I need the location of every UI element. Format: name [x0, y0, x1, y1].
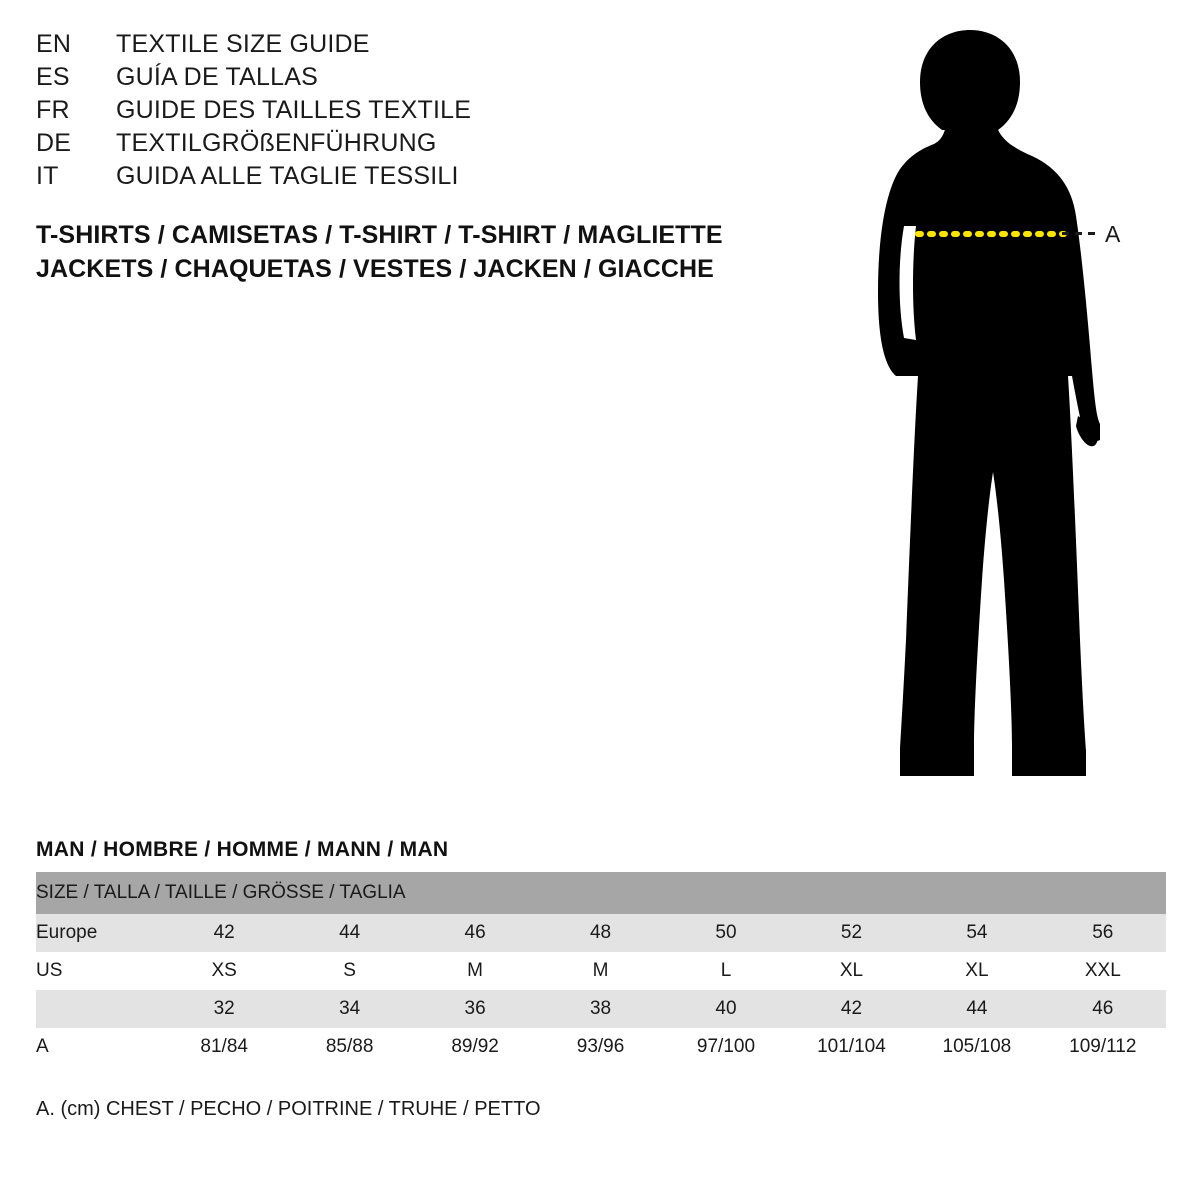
- cell: 38: [538, 990, 663, 1028]
- cell: 93/96: [538, 1028, 663, 1066]
- row-label: US: [36, 952, 161, 990]
- cell: 46: [1040, 990, 1166, 1028]
- language-code: FR: [36, 96, 70, 124]
- row-label: [36, 990, 161, 1028]
- measure-label-a: A: [1105, 221, 1121, 247]
- language-row: [36, 162, 756, 195]
- cell: 42: [161, 914, 286, 952]
- footnote-chest: A. (cm) CHEST / PECHO / POITRINE / TRUHE / PETTO: [36, 1098, 541, 1120]
- language-title: GUÍA DE TALLAS: [116, 63, 318, 91]
- row-label: A: [36, 1028, 161, 1066]
- cell: 40: [663, 990, 788, 1028]
- cell: 44: [287, 914, 412, 952]
- cell: M: [412, 952, 537, 990]
- cell: 44: [914, 990, 1039, 1028]
- table-row: [36, 914, 1166, 952]
- cell: XXL: [1040, 952, 1166, 990]
- cell: 50: [663, 914, 788, 952]
- table-row: [36, 990, 1166, 1028]
- cell: 52: [789, 914, 914, 952]
- cell: S: [287, 952, 412, 990]
- measure-leader-line: [1062, 232, 1096, 235]
- cell: XS: [161, 952, 286, 990]
- language-row: [36, 30, 756, 63]
- body-silhouette-figure: [800, 20, 1180, 790]
- language-row: [36, 129, 756, 162]
- language-header-block: [36, 30, 756, 195]
- language-title: GUIDE DES TAILLES TEXTILE: [116, 96, 472, 124]
- cell: XL: [789, 952, 914, 990]
- cell: 105/108: [914, 1028, 1039, 1066]
- cell: 34: [287, 990, 412, 1028]
- category-block: [36, 218, 796, 286]
- row-label: Europe: [36, 914, 161, 952]
- cell: 56: [1040, 914, 1166, 952]
- category-tshirts: T-SHIRTS / CAMISETAS / T-SHIRT / T-SHIRT / MAGLIETTE: [36, 221, 723, 249]
- cell: 89/92: [412, 1028, 537, 1066]
- language-title: TEXTILE SIZE GUIDE: [116, 30, 370, 58]
- table-header-label: SIZE / TALLA / TAILLE / GRÖSSE / TAGLIA: [36, 872, 1166, 914]
- table-row: [36, 1028, 1166, 1066]
- male-silhouette-icon: [800, 20, 1180, 790]
- cell: 109/112: [1040, 1028, 1166, 1066]
- language-row: [36, 96, 756, 129]
- language-code: DE: [36, 129, 72, 157]
- language-code: IT: [36, 162, 59, 190]
- cell: 101/104: [789, 1028, 914, 1066]
- cell: M: [538, 952, 663, 990]
- language-row: [36, 63, 756, 96]
- cell: 54: [914, 914, 1039, 952]
- language-code: ES: [36, 63, 70, 91]
- cell: L: [663, 952, 788, 990]
- table-header-row: [36, 872, 1166, 914]
- language-title: GUIDA ALLE TAGLIE TESSILI: [116, 162, 459, 190]
- cell: 85/88: [287, 1028, 412, 1066]
- cell: 32: [161, 990, 286, 1028]
- size-table: [36, 872, 1166, 1066]
- language-title: TEXTILGRÖßENFÜHRUNG: [116, 129, 437, 157]
- table-title-man: MAN / HOMBRE / HOMME / MANN / MAN: [36, 838, 449, 861]
- category-jackets: JACKETS / CHAQUETAS / VESTES / JACKEN / GIACCHE: [36, 255, 714, 283]
- cell: 36: [412, 990, 537, 1028]
- cell: XL: [914, 952, 1039, 990]
- cell: 46: [412, 914, 537, 952]
- table-row: [36, 952, 1166, 990]
- cell: 48: [538, 914, 663, 952]
- language-code: EN: [36, 30, 72, 58]
- cell: 81/84: [161, 1028, 286, 1066]
- size-table-section: [36, 838, 1166, 1066]
- cell: 97/100: [663, 1028, 788, 1066]
- cell: 42: [789, 990, 914, 1028]
